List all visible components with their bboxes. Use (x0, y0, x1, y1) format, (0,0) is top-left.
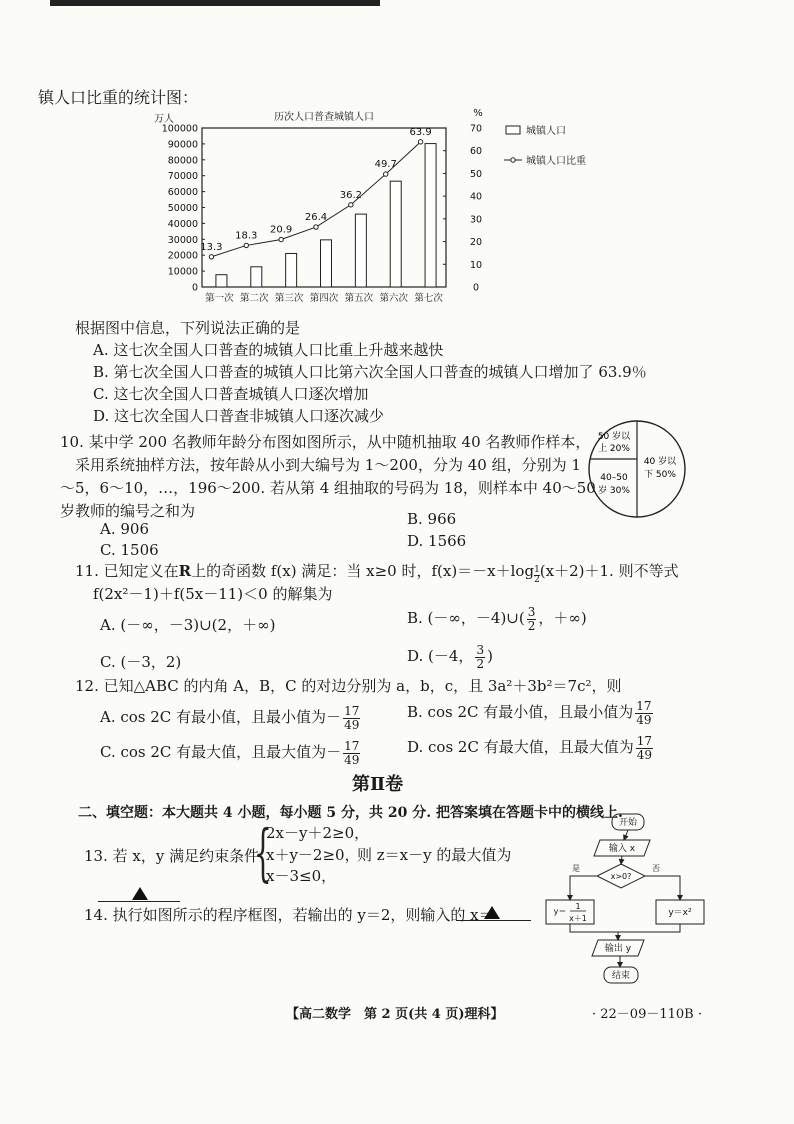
left-tick-label: 90000 (167, 139, 198, 151)
q13-prefix: 13. 若 x，y 满足约束条件 (84, 847, 260, 865)
data-label-ratio: 13.3 (200, 241, 223, 253)
flow-start-label: 开始 (618, 818, 638, 828)
left-tick-label: 50000 (167, 203, 198, 214)
answer-triangle-icon (132, 887, 148, 900)
q12-option-b: B. cos 2C 有最小值，且最小值为 $\frac{17}{49}$ (407, 698, 652, 727)
legend-bar-label: 城镇人口 (526, 126, 566, 137)
left-tick-label: 0 (191, 282, 198, 294)
q11-line2: f(2x²－1)＋f(5x－11)＜0 的解集为 (93, 585, 333, 603)
point-urban-ratio (279, 237, 283, 241)
program-flowchart (540, 810, 710, 990)
q11-option-b: B. (－∞，－4)∪( $\frac{3}{2}$ ，＋∞) (407, 604, 587, 633)
q10-option-c: C. 1506 (100, 541, 159, 559)
x-category-label: 第三次 (274, 293, 304, 304)
flow-yes-label: 是 (572, 864, 580, 873)
q11-line1 (75, 561, 679, 585)
footer-code: · 22－09－110B · (592, 1007, 702, 1022)
data-label-ratio: 20.9 (270, 224, 293, 236)
x-category-label: 第五次 (344, 293, 374, 304)
x-category-label: 第四次 (309, 293, 339, 304)
right-tick-label: 40 (469, 191, 483, 203)
left-tick-label: 100000 (161, 123, 198, 135)
left-tick-label: 10000 (167, 266, 198, 278)
q12-stem: 12. 已知△ABC 的内角 A，B，C 的对边分别为 a，b，c，且 3a²＋3b²＝7c²，则 (75, 677, 622, 695)
q11-text-a: 11. 已知定义在 (75, 562, 179, 580)
bar-urban-population (355, 214, 366, 287)
left-axis-unit: 万人 (154, 114, 174, 125)
point-urban-ratio (418, 140, 422, 144)
bar-urban-population (390, 181, 401, 287)
q12-option-c: C. cos 2C 有最大值，且最大值为－ $\frac{17}{49}$ (100, 738, 360, 767)
legend-line-label: 城镇人口比重 (526, 156, 586, 167)
q9-stem: 根据图中信息，下列说法正确的是 (75, 319, 301, 337)
fill-in-heading: 二、填空题：本大题共 4 小题，每小题 5 分，共 20 分. 把答案填在答题卡中的横线上. (78, 805, 623, 821)
q10-line1: 10. 某中学 200 名教师年龄分布图如图所示，从中随机抽取 40 名教师作样本， (60, 433, 591, 451)
x-category-label: 第七次 (414, 293, 443, 304)
q12-option-d: D. cos 2C 有最大值，且最大值为 $\frac{17}{49}$ (407, 733, 652, 762)
q12-option-a: A. cos 2C 有最小值，且最小值为－ $\frac{17}{49}$ (100, 703, 360, 732)
left-tick-label: 80000 (167, 155, 198, 167)
flow-right-label: y＝x² (668, 908, 692, 918)
q10-option-b: B. 966 (407, 510, 457, 528)
chart-intro: 镇人口比重的统计图： (38, 88, 199, 107)
data-label-ratio: 26.4 (304, 212, 328, 224)
flow-condition-label: x>0? (610, 872, 632, 881)
q13-brace: { (254, 816, 272, 889)
pie-label-40to50-a: 40–50 (600, 473, 628, 483)
q11-option-c: C. (－3，2) (100, 653, 182, 671)
bar-urban-population (425, 144, 436, 287)
right-tick-label: 70 (469, 123, 483, 135)
right-tick-label: 0 (472, 282, 480, 294)
q10-option-a: A. 906 (100, 520, 149, 538)
point-urban-ratio (209, 255, 213, 259)
q11-R: R (178, 562, 192, 580)
flow-end-label: 结束 (611, 971, 631, 981)
bar-urban-population (286, 253, 297, 287)
flow-input-label: 输入 x (608, 844, 636, 854)
left-tick-label: 20000 (167, 250, 198, 262)
q14-answer-blank[interactable] (456, 904, 531, 921)
top-border-bar (50, 0, 380, 6)
q10-option-d: D. 1566 (407, 532, 467, 550)
q10-line2: 采用系统抽样方法，按年龄从小到大编号为 1～200，分为 40 组，分别为 1 (75, 456, 581, 474)
footer-page-info: 【高二数学 第 2 页(共 4 页)理科】 (286, 1007, 504, 1022)
right-tick-label: 10 (469, 259, 483, 271)
q9-option-d: D. 这七次全国人口普查非城镇人口逐次减少 (93, 407, 385, 425)
pie-label-under40-b: 下 50% (644, 470, 676, 480)
right-tick-label: 60 (469, 146, 483, 158)
left-tick-label: 70000 (167, 171, 198, 183)
left-tick-label: 30000 (167, 234, 198, 246)
answer-triangle-icon (484, 906, 500, 919)
right-axis-unit: % (473, 108, 483, 119)
x-category-label: 第六次 (379, 293, 408, 304)
q14-text: 14. 执行如图所示的程序框图，若输出的 y＝2，则输入的 x＝ (84, 906, 494, 924)
q13-suffix: 则 z＝x－y 的最大值为 (357, 846, 512, 864)
legend-line-marker (511, 158, 515, 162)
q11-text-c: (x＋2)＋1. 则不等式 (539, 562, 679, 580)
right-tick-label: 20 (469, 237, 483, 249)
point-urban-ratio (314, 225, 318, 229)
bar-urban-population (251, 267, 262, 287)
q9-option-c: C. 这七次全国人口普查城镇人口逐次增加 (93, 385, 369, 403)
pie-label-over50-b: 上 20% (598, 444, 630, 454)
x-category-label: 第二次 (240, 293, 269, 304)
urban-population-chart (140, 104, 640, 309)
q9-option-b: B. 第七次全国人口普查的城镇人口比第六次全国人口普查的城镇人口增加了 63.9％ (93, 363, 647, 381)
point-urban-ratio (349, 203, 353, 207)
q9-option-a: A. 这七次全国人口普查的城镇人口比重上升越来越快 (93, 341, 444, 359)
data-label-ratio: 18.3 (235, 230, 258, 242)
flow-output-label: 输出 y (604, 944, 632, 954)
flow-left-num: 1 (575, 902, 581, 911)
flow-left-prefix: y＝ (553, 907, 567, 916)
bar-urban-population (321, 240, 332, 287)
q13-constraint-3: x－3≤0， (266, 867, 337, 885)
x-category-label: 第一次 (205, 293, 234, 304)
q10-line4: 岁教师的编号之和为 (60, 502, 196, 520)
right-tick-label: 30 (469, 214, 483, 226)
q13-answer-blank[interactable] (98, 887, 180, 902)
q11-option-a: A. (－∞，－3)∪(2，＋∞) (100, 616, 276, 634)
right-tick-label: 50 (469, 168, 483, 180)
q13-constraint-2: x＋y－2≥0， (266, 846, 360, 864)
point-urban-ratio (384, 172, 388, 176)
left-tick-label: 60000 (167, 187, 198, 199)
data-label-ratio: 63.9 (409, 126, 432, 138)
bar-urban-population (216, 275, 227, 287)
data-label-ratio: 49.7 (374, 159, 397, 171)
chart-title: 历次人口普查城镇人口 (274, 112, 374, 123)
section-title: 第Ⅱ卷 (352, 774, 404, 795)
point-urban-ratio (244, 243, 248, 247)
age-pie-chart (586, 418, 688, 520)
q13-constraint-1: 2x－y＋2≥0， (266, 824, 370, 842)
left-tick-label: 40000 (167, 218, 198, 230)
q11-log-base: $\frac{1}{2}$ (534, 565, 540, 585)
flow-no-label: 否 (652, 864, 660, 873)
flow-left-den: x＋1 (569, 914, 587, 923)
pie-label-40to50-b: 岁 30% (598, 486, 630, 496)
legend-bar-swatch (506, 126, 520, 134)
pie-label-under40-a: 40 岁以 (643, 457, 677, 467)
q11-option-d: D. (－4， $\frac{3}{2}$ ) (407, 642, 493, 671)
data-label-ratio: 36.2 (339, 189, 362, 201)
q10-line3: ～5，6～10，…，196～200. 若从第 4 组抽取的号码为 18，则样本中 40～50 (60, 479, 596, 497)
q11-text-b: 上的奇函数 f(x) 满足：当 x≥0 时，f(x)＝－x＋log (191, 562, 535, 580)
pie-label-over50-a: 50 岁以 (597, 432, 631, 442)
